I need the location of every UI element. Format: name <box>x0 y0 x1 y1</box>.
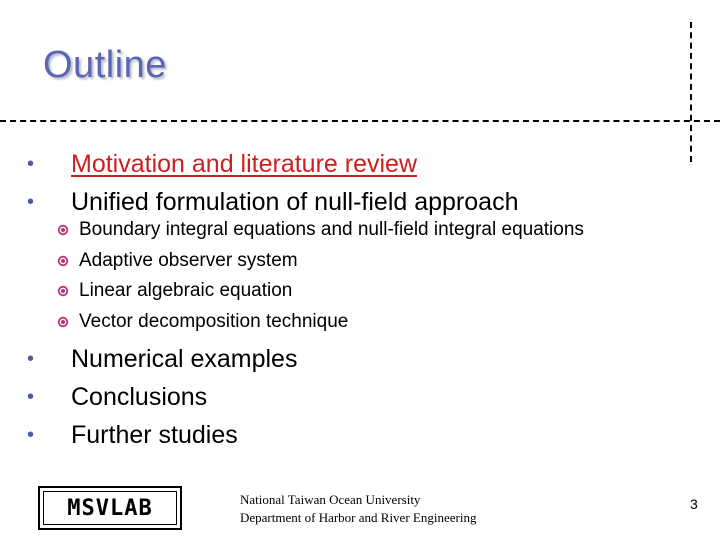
sub-bullet-item <box>57 276 584 307</box>
bullet-motivation <box>18 145 518 183</box>
bullet-numerical-examples <box>18 340 297 378</box>
bullet-further-studies <box>18 416 297 454</box>
bullet-dot-icon: • <box>27 386 35 408</box>
bullet-text-further-studies: Further studies <box>71 421 238 449</box>
bullet-text-unified-formulation: Unified formulation of null-field approach <box>71 188 519 216</box>
vertical-dashed-divider <box>690 22 692 162</box>
bullet-dot-icon: • <box>27 424 35 446</box>
bullet-text-conclusions: Conclusions <box>71 383 208 411</box>
horizontal-dashed-divider <box>0 120 720 122</box>
bullet-text-numerical-examples: Numerical examples <box>71 345 298 373</box>
bullet-dot-icon: • <box>27 348 35 370</box>
sub-bullet-list <box>57 215 584 337</box>
msvlab-logo <box>38 486 182 530</box>
slide-title: Outline <box>43 44 167 86</box>
bullet-dot-icon: • <box>27 153 35 175</box>
bullet-text-motivation[interactable]: Motivation and literature review <box>71 150 417 178</box>
footer-institution <box>240 491 476 527</box>
sub-bullet-item <box>57 307 584 338</box>
gear-icon <box>57 285 69 297</box>
footer-university: National Taiwan Ocean University <box>240 492 421 507</box>
page-number: 3 <box>690 496 698 512</box>
sub-bullet-item <box>57 215 584 246</box>
sub-bullet-text: Linear algebraic equation <box>79 280 293 301</box>
bottom-bullet-list <box>18 340 297 454</box>
sub-bullet-text: Vector decomposition technique <box>79 310 349 332</box>
sub-bullet-text: Adaptive observer system <box>79 249 298 271</box>
sub-bullet-item <box>57 246 584 277</box>
gear-icon <box>57 224 69 236</box>
top-bullet-list <box>18 145 518 221</box>
gear-icon <box>57 316 69 328</box>
logo-text: MSVLAB <box>43 491 177 525</box>
gear-icon <box>57 255 69 267</box>
sub-bullet-text: Boundary integral equations and null-field integral equations <box>79 219 584 240</box>
bullet-dot-icon: • <box>27 191 35 213</box>
footer-department: Department of Harbor and River Engineering <box>240 510 477 525</box>
bullet-conclusions <box>18 378 297 416</box>
